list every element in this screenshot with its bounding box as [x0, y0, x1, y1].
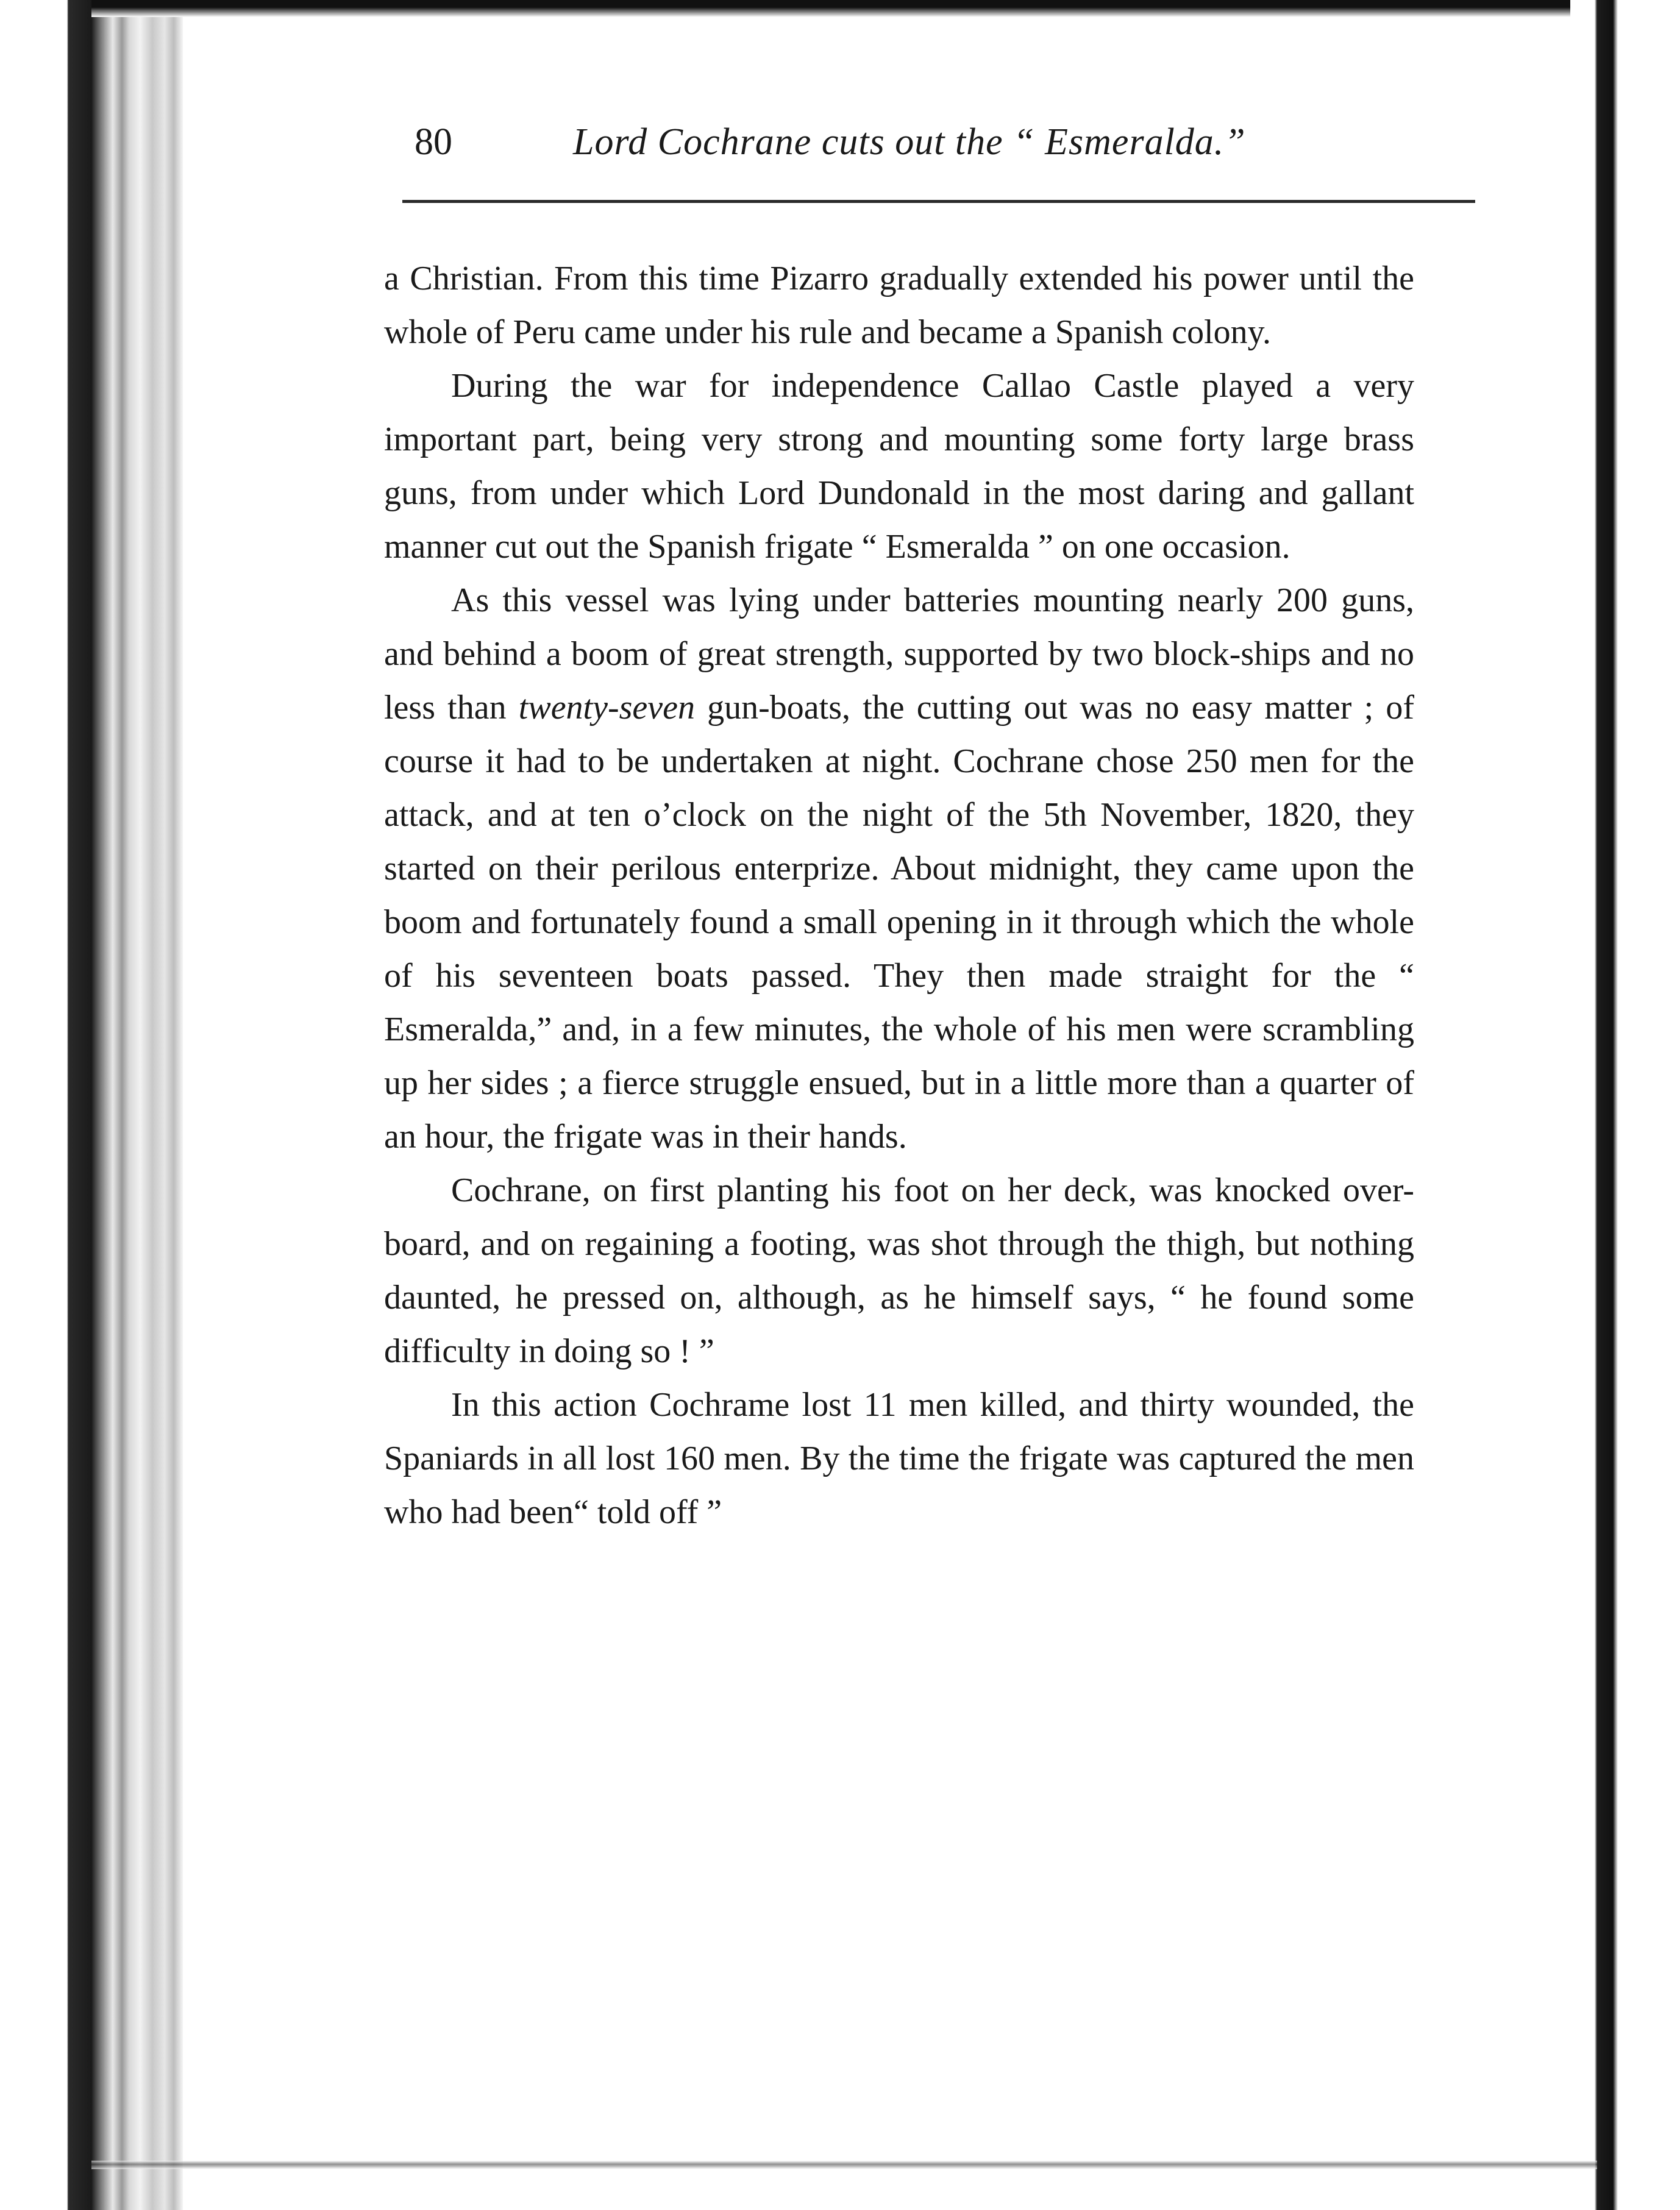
paragraph-text: gun-boats, the cutting out was no easy matter ; of course it had to be undertaken at night. Cochrane chose 250 men for the attack, and at ten o’clock on the night of the 5th November, 1820, they started on their perilous enterprize. About midnight, they came upon the boom and fortunately found a small opening in it through which the whole of his seventeen boats passed. They then made straight for the “ Esmeralda,” and, in a few minutes, the whole of his men were scrambling up her sides ; a fierce struggle ensued, but in a little more than a quarter of an hour, the frigate was in their hands.	[384, 689, 1414, 1156]
paragraph-text: In this action Cochrame lost 11 men killed, and thirty wounded, the Spaniards in all lost 160 men. By the time the frigate was captured the men who had been“ told off ”	[384, 1386, 1414, 1531]
paragraph	[384, 252, 1414, 359]
book-page	[183, 17, 1585, 2161]
page-number: 80	[415, 121, 452, 163]
body-text	[384, 252, 1414, 1539]
scan-top-edge	[91, 0, 1591, 17]
page-header	[415, 112, 1481, 179]
paragraph	[384, 574, 1414, 1164]
header-rule	[402, 200, 1475, 203]
book-spine-edge	[0, 0, 183, 2210]
paragraph-text: During the war for independence Callao Castle played a very important part, being very strong and mounting some forty large brass guns, from under which Lord Dundonald in the most daring and gallant manner cut out the Spanish frigate “ Esmeralda ” on one occasion.	[384, 367, 1414, 566]
running-title: Lord Cochrane cuts out the “ Esmeralda.”	[573, 121, 1246, 163]
scan-bottom-edge	[91, 2161, 1597, 2169]
paragraph	[384, 1164, 1414, 1378]
paragraph-text: Cochrane, on first planting his foot on her deck, was knocked over-board, and on regaining a footing, was shot through the thigh, but nothing daunted, he pressed on, although, as he himself says, “ he found some difficulty in doing so ! ”	[384, 1171, 1414, 1370]
paragraph-text: a Christian. From this time Pizarro gradually extended his power until the whole of Peru came under his rule and became a Spanish colony.	[384, 260, 1414, 351]
paragraph-text: As this vessel was lying under batteries mounting nearly 200 guns, and behind a boom of great strength, supported by two block-ships and no less than	[384, 581, 1414, 727]
scan-right-edge	[1570, 0, 1680, 2210]
paragraph	[384, 1378, 1414, 1539]
italic-text: twenty-seven	[518, 689, 695, 727]
paragraph	[384, 359, 1414, 574]
